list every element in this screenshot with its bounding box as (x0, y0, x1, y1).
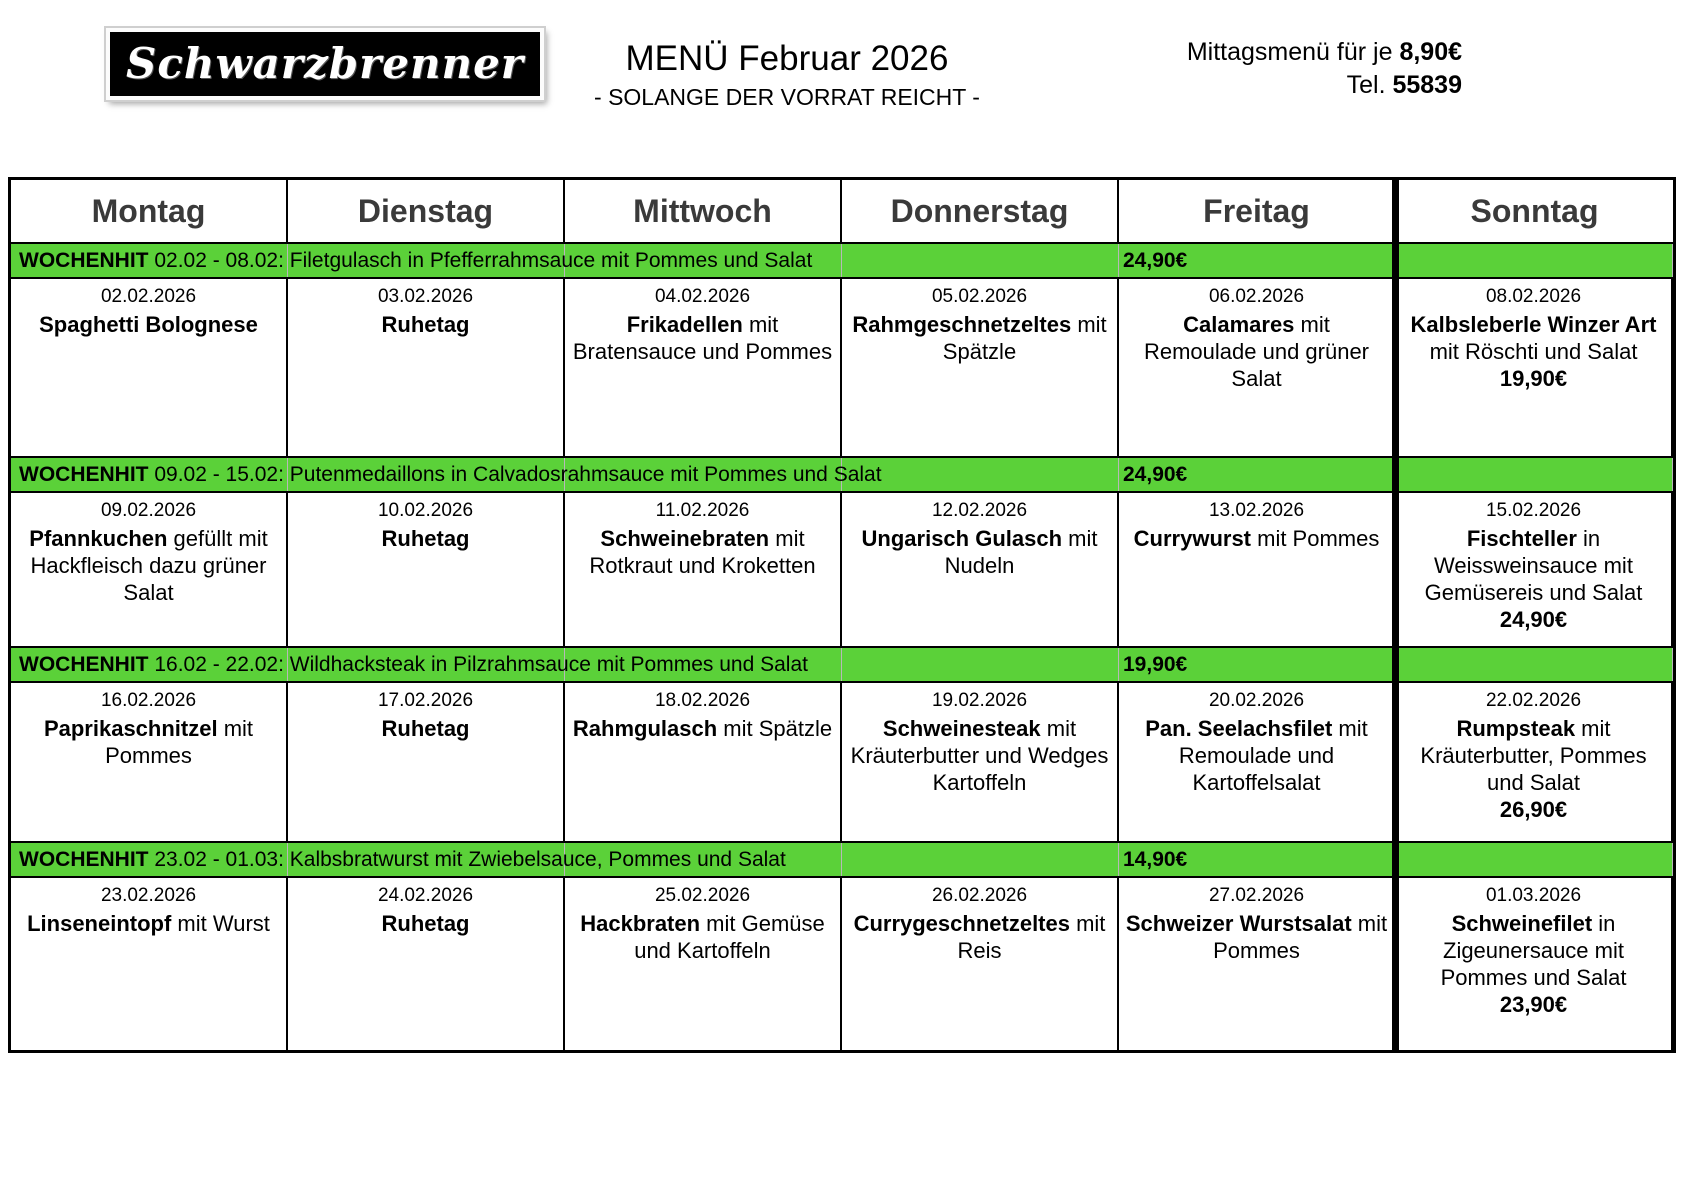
dish-text (847, 715, 1112, 796)
cell-date: 08.02.2026 (1485, 286, 1582, 307)
cell-date: 02.02.2026 (100, 286, 197, 307)
day-cell (1396, 279, 1673, 456)
page-title: MENÜ Februar 2026 (625, 39, 949, 78)
dish-desc: mit Wurst (171, 911, 270, 936)
day-header-freitag (1119, 180, 1396, 242)
dish-desc: mit Pommes (105, 716, 254, 768)
day-header-dienstag (288, 180, 565, 242)
dish-desc: in Weissweinsauce mit Gemüsereis und Salat (1424, 526, 1643, 605)
dish-text (16, 910, 281, 937)
dish-text (1401, 525, 1666, 606)
wochenhit-text: 23.02 - 01.03: Kalbsbratwurst mit Zwiebelsauce, Pommes und Salat (148, 848, 786, 871)
wochenhit-row-week3 (11, 646, 1673, 683)
promo-block (1187, 36, 1462, 102)
dish-name: Linseneintopf (27, 911, 172, 936)
wochenhit-text: 16.02 - 22.02: Wildhacksteak in Pilzrahmsauce mit Pommes und Salat (148, 653, 808, 676)
dish-name: Rahmgulasch (572, 716, 718, 741)
menu-table (8, 177, 1676, 1053)
dish-text (1124, 910, 1389, 964)
dish-desc: mit Nudeln (944, 526, 1098, 578)
dish-desc: mit Pommes (1251, 526, 1380, 551)
cell-date: 18.02.2026 (654, 690, 751, 711)
cell-date: 01.03.2026 (1485, 885, 1582, 906)
day-cell (842, 493, 1119, 646)
dish-name: Paprikaschnitzel (43, 716, 218, 741)
wochenhit-row-week2 (11, 456, 1673, 493)
cell-date: 05.02.2026 (931, 286, 1028, 307)
lunch-offer-line (1187, 36, 1462, 69)
logo-text: Schwarzbrenner (126, 39, 524, 88)
wochenhit-row-week1 (11, 242, 1673, 279)
dish-text (293, 525, 558, 552)
day-header-donnerstag (842, 180, 1119, 242)
dish-name: Pan. Seelachsfilet (1145, 716, 1333, 741)
day-header-label: Dienstag (357, 192, 494, 229)
wochenhit-label: WOCHENHIT (19, 249, 149, 272)
page-subtitle: - SOLANGE DER VORRAT REICHT - (594, 84, 980, 110)
cell-date: 11.02.2026 (655, 500, 750, 521)
dish-name: Ruhetag (381, 312, 470, 337)
day-header-montag (11, 180, 288, 242)
day-cell (288, 279, 565, 456)
dish-name: Schweinesteak (882, 716, 1041, 741)
dish-desc: mit Gemüse und Kartoffeln (634, 911, 825, 963)
dish-text (293, 311, 558, 338)
wochenhit-price: 14,90€ (1123, 848, 1188, 871)
cell-date: 12.02.2026 (931, 500, 1028, 521)
day-cell (842, 683, 1119, 841)
day-cell (1119, 878, 1396, 1050)
dish-text (1401, 910, 1666, 991)
dish-name: Currygeschnetzeltes (853, 911, 1070, 936)
dish-price: 23,90€ (1499, 992, 1568, 1017)
day-cell (1119, 493, 1396, 646)
cell-date: 27.02.2026 (1208, 885, 1305, 906)
dish-text (293, 910, 558, 937)
dish-name: Schweinefilet (1451, 911, 1593, 936)
dish-text (847, 311, 1112, 365)
phone-text: Tel. (1346, 71, 1393, 99)
phone-line (1187, 69, 1462, 102)
cell-date: 17.02.2026 (377, 690, 474, 711)
wochenhit-row-week4 (11, 841, 1673, 878)
dish-name: Ruhetag (381, 911, 470, 936)
day-cell (1119, 279, 1396, 456)
dish-name: Schweizer Wurstsalat (1125, 911, 1352, 936)
day-cell (11, 493, 288, 646)
cell-date: 16.02.2026 (100, 690, 197, 711)
cell-date: 23.02.2026 (100, 885, 197, 906)
cell-date: 25.02.2026 (654, 885, 751, 906)
cell-date: 06.02.2026 (1208, 286, 1305, 307)
wochenhit-price: 19,90€ (1123, 653, 1188, 676)
restaurant-logo (106, 28, 544, 100)
cell-date: 20.02.2026 (1208, 690, 1305, 711)
dish-name: Ruhetag (381, 526, 470, 551)
day-cell (1396, 683, 1673, 841)
dish-desc: mit Remoulade und Kartoffelsalat (1178, 716, 1368, 795)
wochenhit-text: 02.02 - 08.02: Filetgulasch in Pfefferrahmsauce mit Pommes und Salat (148, 249, 813, 272)
day-cell (842, 279, 1119, 456)
dish-text (1124, 525, 1389, 552)
dish-name: Pfannkuchen (29, 526, 168, 551)
day-header-label: Donnerstag (890, 192, 1069, 229)
dish-text (16, 525, 281, 606)
dish-price: 26,90€ (1499, 797, 1568, 822)
dish-name: Calamares (1183, 312, 1295, 337)
dish-price: 24,90€ (1499, 607, 1568, 632)
dish-desc: gefüllt mit Hackfleisch dazu grüner Salat (30, 526, 268, 605)
day-cell (288, 493, 565, 646)
day-header-label: Sonntag (1470, 192, 1599, 229)
dish-text (1401, 311, 1666, 365)
day-header-sonntag (1396, 180, 1673, 242)
day-cell (565, 279, 842, 456)
wochenhit-label: WOCHENHIT (19, 463, 149, 486)
dish-text (16, 715, 281, 769)
dish-desc: mit Bratensauce und Pommes (572, 312, 833, 364)
dish-text (570, 910, 835, 964)
dish-desc: mit Reis (957, 911, 1106, 963)
cell-date: 03.02.2026 (377, 286, 474, 307)
dish-desc: mit Pommes (1213, 911, 1388, 963)
dish-text (570, 311, 835, 365)
dish-text (570, 525, 835, 579)
dish-text (1124, 311, 1389, 392)
dish-desc: mit Kräuterbutter und Wedges Kartoffeln (850, 716, 1109, 795)
sunday-divider (1392, 180, 1399, 1050)
dish-desc: mit Rotkraut und Kroketten (589, 526, 816, 578)
day-cell (11, 878, 288, 1050)
dish-name: Spaghetti Bolognese (39, 312, 258, 337)
day-cell (11, 279, 288, 456)
lunch-offer-text: Mittagsmenü für je (1186, 38, 1400, 66)
day-header-label: Mittwoch (633, 192, 772, 229)
day-header-label: Freitag (1203, 192, 1310, 229)
dish-desc: mit Remoulade und grüner Salat (1143, 312, 1370, 391)
dish-name: Rahmgeschnetzeltes (852, 312, 1072, 337)
dish-desc: in Zigeunersauce mit Pommes und Salat (1440, 911, 1627, 990)
dish-desc: mit Kräuterbutter, Pommes und Salat (1420, 716, 1647, 795)
dish-desc: mit Spätzle (942, 312, 1107, 364)
cell-date: 24.02.2026 (377, 885, 474, 906)
dish-name: Ungarisch Gulasch (861, 526, 1063, 551)
wochenhit-price: 24,90€ (1123, 249, 1188, 272)
dish-name: Currywurst (1133, 526, 1251, 551)
day-cell (1119, 683, 1396, 841)
day-cell (288, 878, 565, 1050)
phone-number: 55839 (1392, 71, 1462, 99)
dish-name: Kalbsleberle Winzer Art (1410, 312, 1657, 337)
dish-text (16, 311, 281, 338)
dish-text (570, 715, 835, 742)
wochenhit-text: 09.02 - 15.02: Putenmedaillons in Calvadosrahmsauce mit Pommes und Salat (148, 463, 882, 486)
day-cell (1396, 493, 1673, 646)
cell-date: 04.02.2026 (654, 286, 751, 307)
wochenhit-label: WOCHENHIT (19, 848, 149, 871)
dish-text (1401, 715, 1666, 796)
dish-name: Fischteller (1466, 526, 1577, 551)
cell-date: 10.02.2026 (377, 500, 474, 521)
dish-text (847, 525, 1112, 579)
dish-desc: mit Spätzle (717, 716, 833, 741)
dish-text (847, 910, 1112, 964)
wochenhit-price: 24,90€ (1123, 463, 1188, 486)
lunch-offer-price: 8,90€ (1399, 38, 1462, 66)
page-header (0, 0, 1684, 177)
day-cell (565, 683, 842, 841)
dish-text (293, 715, 558, 742)
dish-name: Rumpsteak (1456, 716, 1576, 741)
dish-desc: mit Röschti und Salat (1429, 339, 1638, 364)
dish-name: Ruhetag (381, 716, 470, 741)
title-block (487, 38, 1087, 111)
dish-price: 19,90€ (1499, 366, 1568, 391)
cell-date: 26.02.2026 (931, 885, 1028, 906)
cell-date: 15.02.2026 (1485, 500, 1582, 521)
day-header-label: Montag (91, 192, 206, 229)
wochenhit-label: WOCHENHIT (19, 653, 149, 676)
day-cell (1396, 878, 1673, 1050)
day-cell (288, 683, 565, 841)
day-cell (11, 683, 288, 841)
day-cell (842, 878, 1119, 1050)
day-header-mittwoch (565, 180, 842, 242)
dish-text (1124, 715, 1389, 796)
dish-name: Schweinebraten (600, 526, 770, 551)
dish-name: Hackbraten (580, 911, 701, 936)
cell-date: 22.02.2026 (1485, 690, 1582, 711)
dish-name: Frikadellen (626, 312, 743, 337)
cell-date: 19.02.2026 (931, 690, 1028, 711)
cell-date: 13.02.2026 (1208, 500, 1305, 521)
cell-date: 09.02.2026 (100, 500, 197, 521)
day-cell (565, 493, 842, 646)
day-cell (565, 878, 842, 1050)
